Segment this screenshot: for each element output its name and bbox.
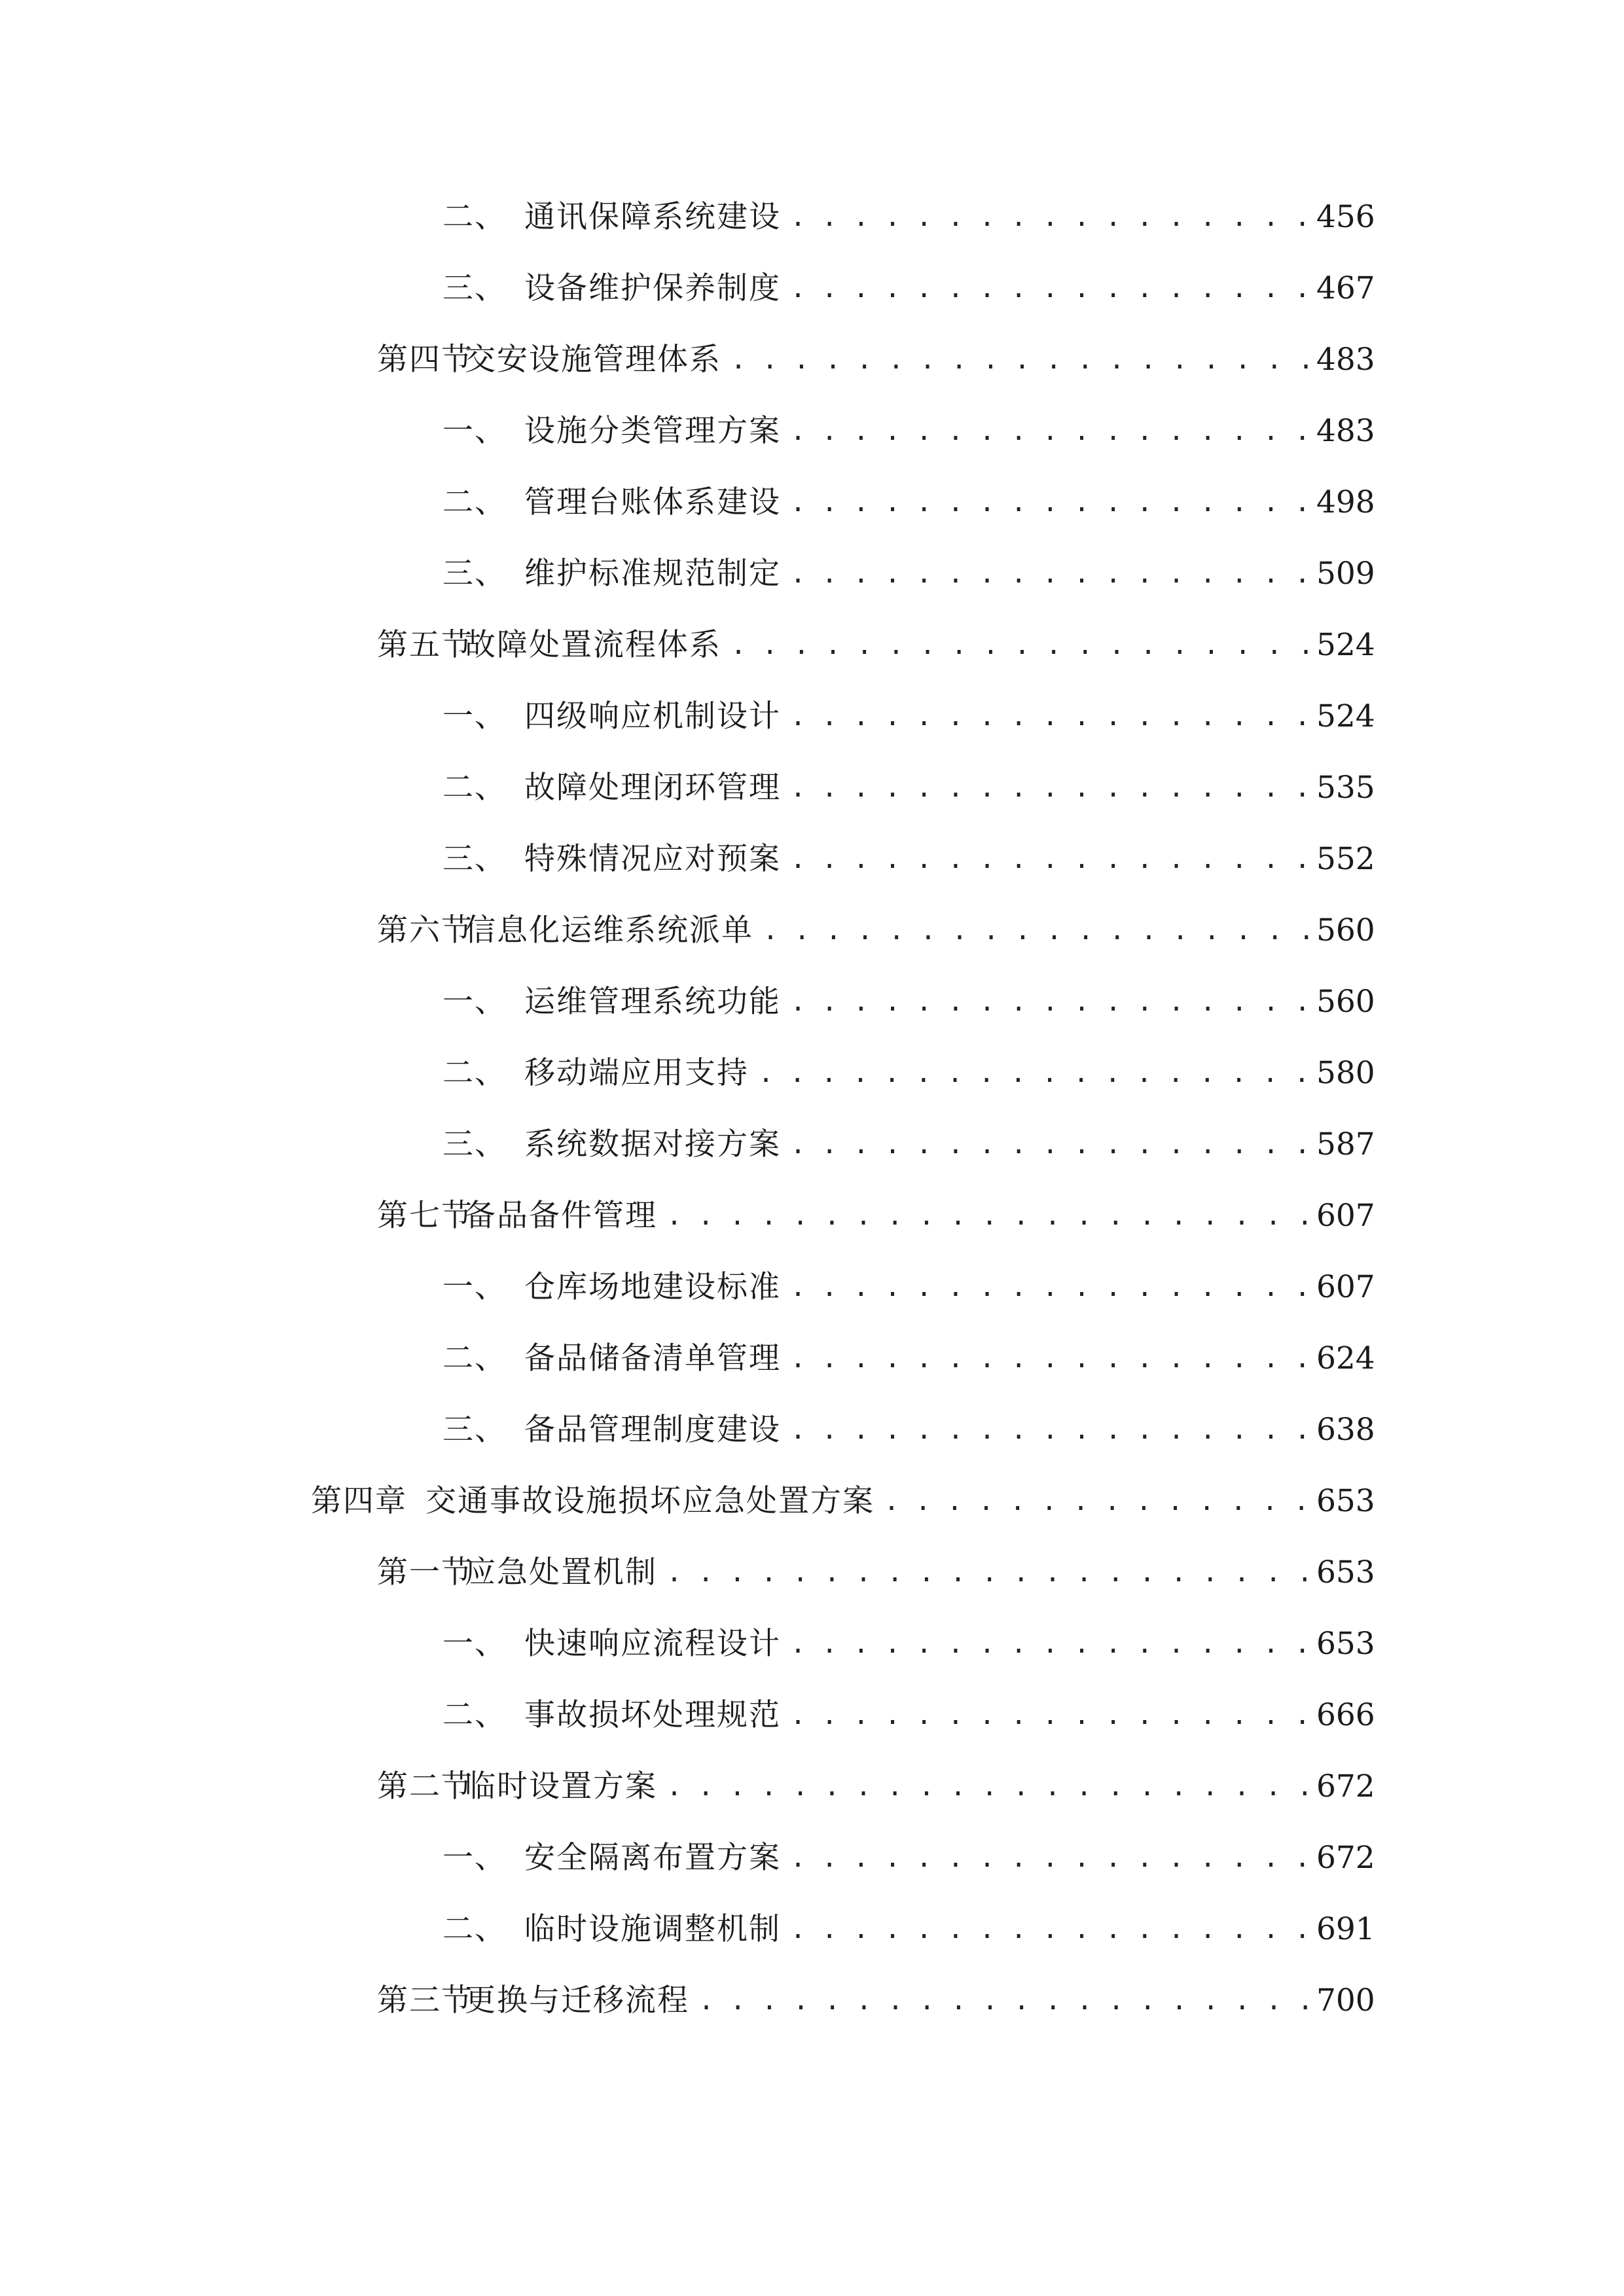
dot-leader: [790, 181, 1310, 253]
dot-leader: [790, 1608, 1310, 1680]
entry-page-number: 607: [1316, 1269, 1375, 1305]
entry-page-number: 653: [1316, 1626, 1375, 1662]
toc-entry[interactable]: [442, 1893, 1373, 1965]
toc-entry[interactable]: [377, 1751, 1373, 1823]
entry-page-number: 509: [1316, 556, 1375, 592]
entry-number: 第六节: [377, 912, 473, 948]
toc-entry[interactable]: [377, 324, 1373, 396]
entry-number: 三、: [442, 1412, 507, 1448]
entry-title: 仓库场地建设标准: [524, 1269, 781, 1305]
dot-leader: [731, 324, 1310, 396]
entry-number: 三、: [442, 270, 507, 306]
dot-leader: [790, 966, 1310, 1038]
entry-title: 设施分类管理方案: [524, 413, 781, 449]
entry-title: 应急处置机制: [465, 1554, 657, 1590]
toc-entry[interactable]: [442, 752, 1373, 824]
toc-entry[interactable]: [442, 538, 1373, 610]
entry-page-number: 653: [1316, 1554, 1375, 1590]
entry-page-number: 587: [1316, 1126, 1375, 1162]
entry-page-number: 607: [1316, 1198, 1375, 1234]
entry-title: 事故损坏处理规范: [524, 1697, 781, 1733]
entry-number: 二、: [442, 1340, 507, 1376]
entry-number: 二、: [442, 1697, 507, 1733]
entry-title: 维护标准规范制定: [524, 556, 781, 592]
toc-entry[interactable]: [442, 1109, 1373, 1181]
entry-number: 二、: [442, 770, 507, 806]
toc-entry[interactable]: [442, 1394, 1373, 1466]
dot-leader: [790, 1251, 1310, 1323]
entry-page-number: 580: [1316, 1055, 1375, 1091]
entry-title: 特殊情况应对预案: [524, 841, 781, 877]
dot-leader: [790, 253, 1310, 325]
toc-entry[interactable]: [442, 1608, 1373, 1680]
toc-entry[interactable]: [442, 181, 1373, 253]
entry-number: 第四节: [377, 342, 473, 378]
entry-number: 二、: [442, 199, 507, 235]
entry-title: 交安设施管理体系: [465, 342, 721, 378]
entry-number: 一、: [442, 413, 507, 449]
dot-leader: [790, 1822, 1310, 1894]
entry-page-number: 666: [1316, 1697, 1375, 1733]
toc-entry[interactable]: [442, 966, 1373, 1038]
entry-page-number: 560: [1316, 984, 1375, 1020]
dot-leader: [790, 823, 1310, 895]
entry-title: 安全隔离布置方案: [524, 1840, 781, 1876]
entry-number: 第五节: [377, 627, 473, 663]
dot-leader: [666, 1537, 1310, 1609]
entry-number: 二、: [442, 1055, 507, 1091]
dot-leader: [731, 609, 1310, 681]
dot-leader: [790, 1109, 1310, 1181]
entry-page-number: 498: [1316, 484, 1375, 520]
entry-page-number: 560: [1316, 912, 1375, 948]
entry-number: 第二节: [377, 1768, 473, 1804]
entry-number: 第一节: [377, 1554, 473, 1590]
entry-title: 备品储备清单管理: [524, 1340, 781, 1376]
entry-title: 交通事故设施损坏应急处置方案: [425, 1483, 875, 1519]
entry-number: 第三节: [377, 1982, 473, 2018]
entry-page-number: 638: [1316, 1412, 1375, 1448]
dot-leader: [790, 395, 1310, 467]
entry-title: 更换与迁移流程: [465, 1982, 689, 2018]
entry-number: 二、: [442, 1911, 507, 1947]
toc-entry[interactable]: [442, 467, 1373, 539]
toc-entry[interactable]: [442, 395, 1373, 467]
dot-leader: [763, 895, 1310, 967]
entry-title: 系统数据对接方案: [524, 1126, 781, 1162]
entry-page-number: 483: [1316, 413, 1375, 449]
entry-number: 三、: [442, 1126, 507, 1162]
entry-title: 临时设置方案: [465, 1768, 657, 1804]
entry-title: 信息化运维系统派单: [465, 912, 753, 948]
toc-entry[interactable]: [311, 1465, 1373, 1537]
entry-page-number: 467: [1316, 270, 1375, 306]
toc-entry[interactable]: [442, 1251, 1373, 1323]
entry-title: 移动端应用支持: [524, 1055, 749, 1091]
dot-leader: [698, 1965, 1310, 2037]
entry-number: 一、: [442, 1269, 507, 1305]
entry-page-number: 653: [1316, 1483, 1375, 1519]
entry-page-number: 524: [1316, 627, 1375, 663]
entry-number: 第四章: [311, 1483, 407, 1519]
entry-number: 一、: [442, 984, 507, 1020]
entry-title: 故障处理闭环管理: [524, 770, 781, 806]
dot-leader: [790, 1893, 1310, 1965]
entry-title: 设备维护保养制度: [524, 270, 781, 306]
entry-number: 三、: [442, 841, 507, 877]
toc-entry[interactable]: [377, 895, 1373, 967]
dot-leader: [790, 752, 1310, 824]
entry-title: 运维管理系统功能: [524, 984, 781, 1020]
entry-title: 故障处置流程体系: [465, 627, 721, 663]
entry-page-number: 691: [1316, 1911, 1375, 1947]
entry-number: 二、: [442, 484, 507, 520]
entry-page-number: 483: [1316, 342, 1375, 378]
toc-entry[interactable]: [377, 1537, 1373, 1609]
dot-leader: [758, 1037, 1310, 1109]
toc-entry[interactable]: [442, 1822, 1373, 1894]
dot-leader: [884, 1465, 1310, 1537]
entry-number: 一、: [442, 1626, 507, 1662]
toc-entry[interactable]: [377, 1180, 1373, 1252]
entry-number: 三、: [442, 556, 507, 592]
toc-entry[interactable]: [442, 1679, 1373, 1751]
entry-title: 备品管理制度建设: [524, 1412, 781, 1448]
entry-title: 快速响应流程设计: [524, 1626, 781, 1662]
entry-title: 通讯保障系统建设: [524, 199, 781, 235]
toc-entry[interactable]: [377, 609, 1373, 681]
toc-entry[interactable]: [442, 1037, 1373, 1109]
entry-page-number: 700: [1316, 1982, 1375, 2018]
entry-page-number: 672: [1316, 1840, 1375, 1876]
entry-page-number: 672: [1316, 1768, 1375, 1804]
toc-entry[interactable]: [442, 823, 1373, 895]
entry-number: 第七节: [377, 1198, 473, 1234]
dot-leader: [790, 681, 1310, 753]
entry-title: 管理台账体系建设: [524, 484, 781, 520]
entry-number: 一、: [442, 698, 507, 734]
toc-entry[interactable]: [442, 1323, 1373, 1395]
entry-page-number: 524: [1316, 698, 1375, 734]
dot-leader: [790, 1323, 1310, 1395]
dot-leader: [790, 467, 1310, 539]
dot-leader: [790, 1679, 1310, 1751]
dot-leader: [666, 1180, 1310, 1252]
entry-page-number: 624: [1316, 1340, 1375, 1376]
dot-leader: [790, 1394, 1310, 1466]
entry-page-number: 456: [1316, 199, 1375, 235]
entry-page-number: 535: [1316, 770, 1375, 806]
entry-number: 一、: [442, 1840, 507, 1876]
entry-page-number: 552: [1316, 841, 1375, 877]
toc-entry[interactable]: [442, 681, 1373, 753]
dot-leader: [790, 538, 1310, 610]
toc-entry[interactable]: [377, 1965, 1373, 2037]
toc-entry[interactable]: [442, 253, 1373, 325]
dot-leader: [666, 1751, 1310, 1823]
entry-title: 临时设施调整机制: [524, 1911, 781, 1947]
entry-title: 四级响应机制设计: [524, 698, 781, 734]
entry-title: 备品备件管理: [465, 1198, 657, 1234]
